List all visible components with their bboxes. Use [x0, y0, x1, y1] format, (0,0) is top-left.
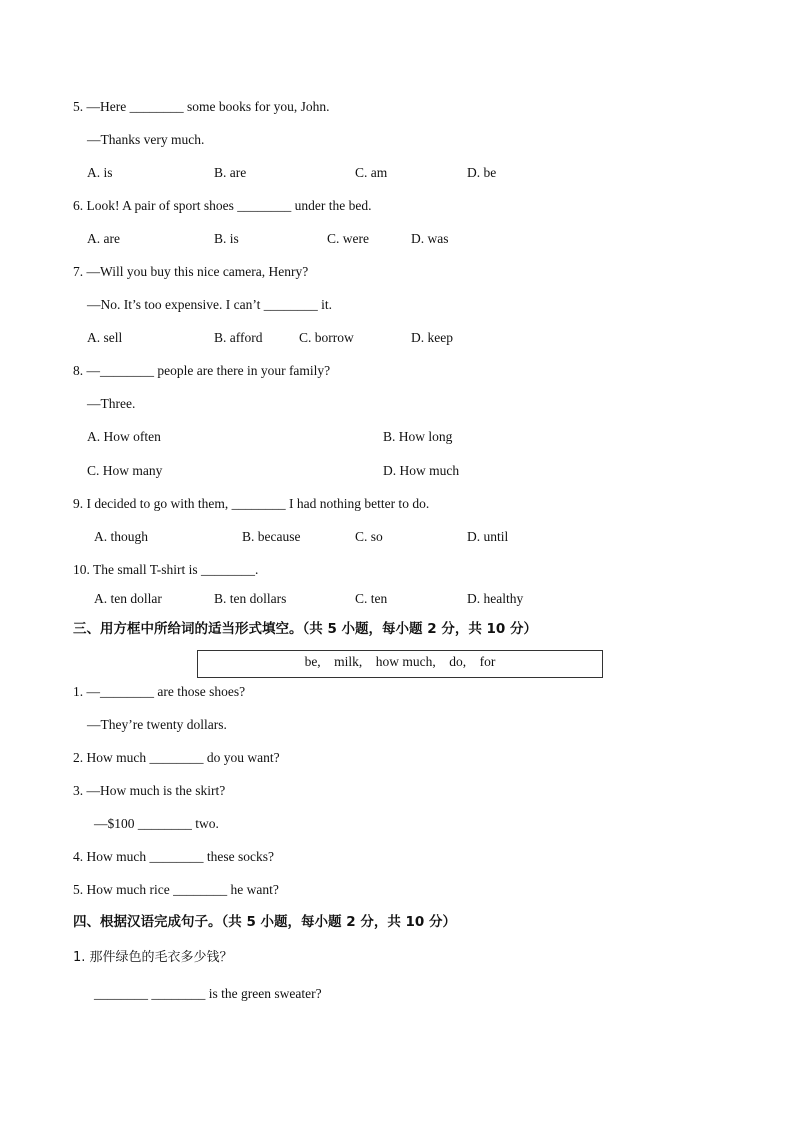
option-d: D. keep — [411, 330, 453, 345]
option-c: C. am — [355, 165, 388, 180]
question-10-stem: 10. The small T-shirt is ________. — [73, 562, 259, 577]
option-d: D. How much — [383, 463, 460, 478]
section-3-item-3: 3. —How much is the skirt? — [73, 783, 226, 798]
option-d: D. healthy — [467, 591, 524, 606]
option-c: C. were — [327, 231, 369, 246]
option-b: B. because — [242, 529, 301, 544]
question-5-stem: 5. —Here ________ some books for you, John. — [73, 99, 330, 114]
section-3-item-4: 4. How much ________ these socks? — [73, 849, 274, 864]
section-3-item-1-reply: —They’re twenty dollars. — [87, 717, 227, 732]
question-7-reply: —No. It’s too expensive. I can’t ________ it. — [87, 297, 332, 312]
section-3-item-3-reply: —$100 ________ two. — [94, 816, 219, 831]
section-3-item-2: 2. How much ________ do you want? — [73, 750, 280, 765]
section-4-item-1-chinese: 1. 那件绿色的毛衣多少钱？ — [73, 950, 233, 965]
option-b: B. are — [214, 165, 247, 180]
option-a: A. though — [94, 529, 148, 544]
option-b: B. ten dollars — [214, 591, 287, 606]
option-d: D. until — [467, 529, 509, 544]
option-a: A. How often — [87, 429, 161, 444]
question-8-stem: 8. —________ people are there in your family? — [73, 363, 331, 378]
section-3-heading: 三、用方框中所给词的适当形式填空。（共 5 小题，每小题 2 分，共 10 分） — [73, 621, 538, 637]
option-c: C. How many — [87, 463, 163, 478]
section-3-item-1: 1. —________ are those shoes? — [73, 684, 246, 699]
word-box — [197, 650, 603, 678]
word-box-words: be, milk, how much, do, for — [304, 654, 496, 669]
question-8-reply: —Three. — [87, 396, 136, 411]
section-3-item-5: 5. How much rice ________ he want? — [73, 882, 279, 897]
option-a: A. are — [87, 231, 120, 246]
option-b: B. is — [214, 231, 239, 246]
option-b: B. afford — [214, 330, 263, 345]
option-c: C. borrow — [299, 330, 354, 345]
option-d: D. was — [411, 231, 449, 246]
section-4-item-1-answer: ________ ________ is the green sweater? — [94, 986, 322, 1001]
question-9-stem: 9. I decided to go with them, ________ I had nothing better to do. — [73, 496, 430, 511]
option-a: A. ten dollar — [94, 591, 162, 606]
section-4-heading: 四、根据汉语完成句子。（共 5 小题，每小题 2 分，共 10 分） — [73, 914, 457, 930]
question-5-reply: —Thanks very much. — [87, 132, 205, 147]
option-c: C. ten — [355, 591, 388, 606]
question-6-stem: 6. Look! A pair of sport shoes ________ under the bed. — [73, 198, 372, 213]
option-c: C. so — [355, 529, 383, 544]
option-d: D. be — [467, 165, 497, 180]
option-b: B. How long — [383, 429, 453, 444]
question-7-stem: 7. —Will you buy this nice camera, Henry? — [73, 264, 309, 279]
option-a: A. is — [87, 165, 113, 180]
option-a: A. sell — [87, 330, 123, 345]
